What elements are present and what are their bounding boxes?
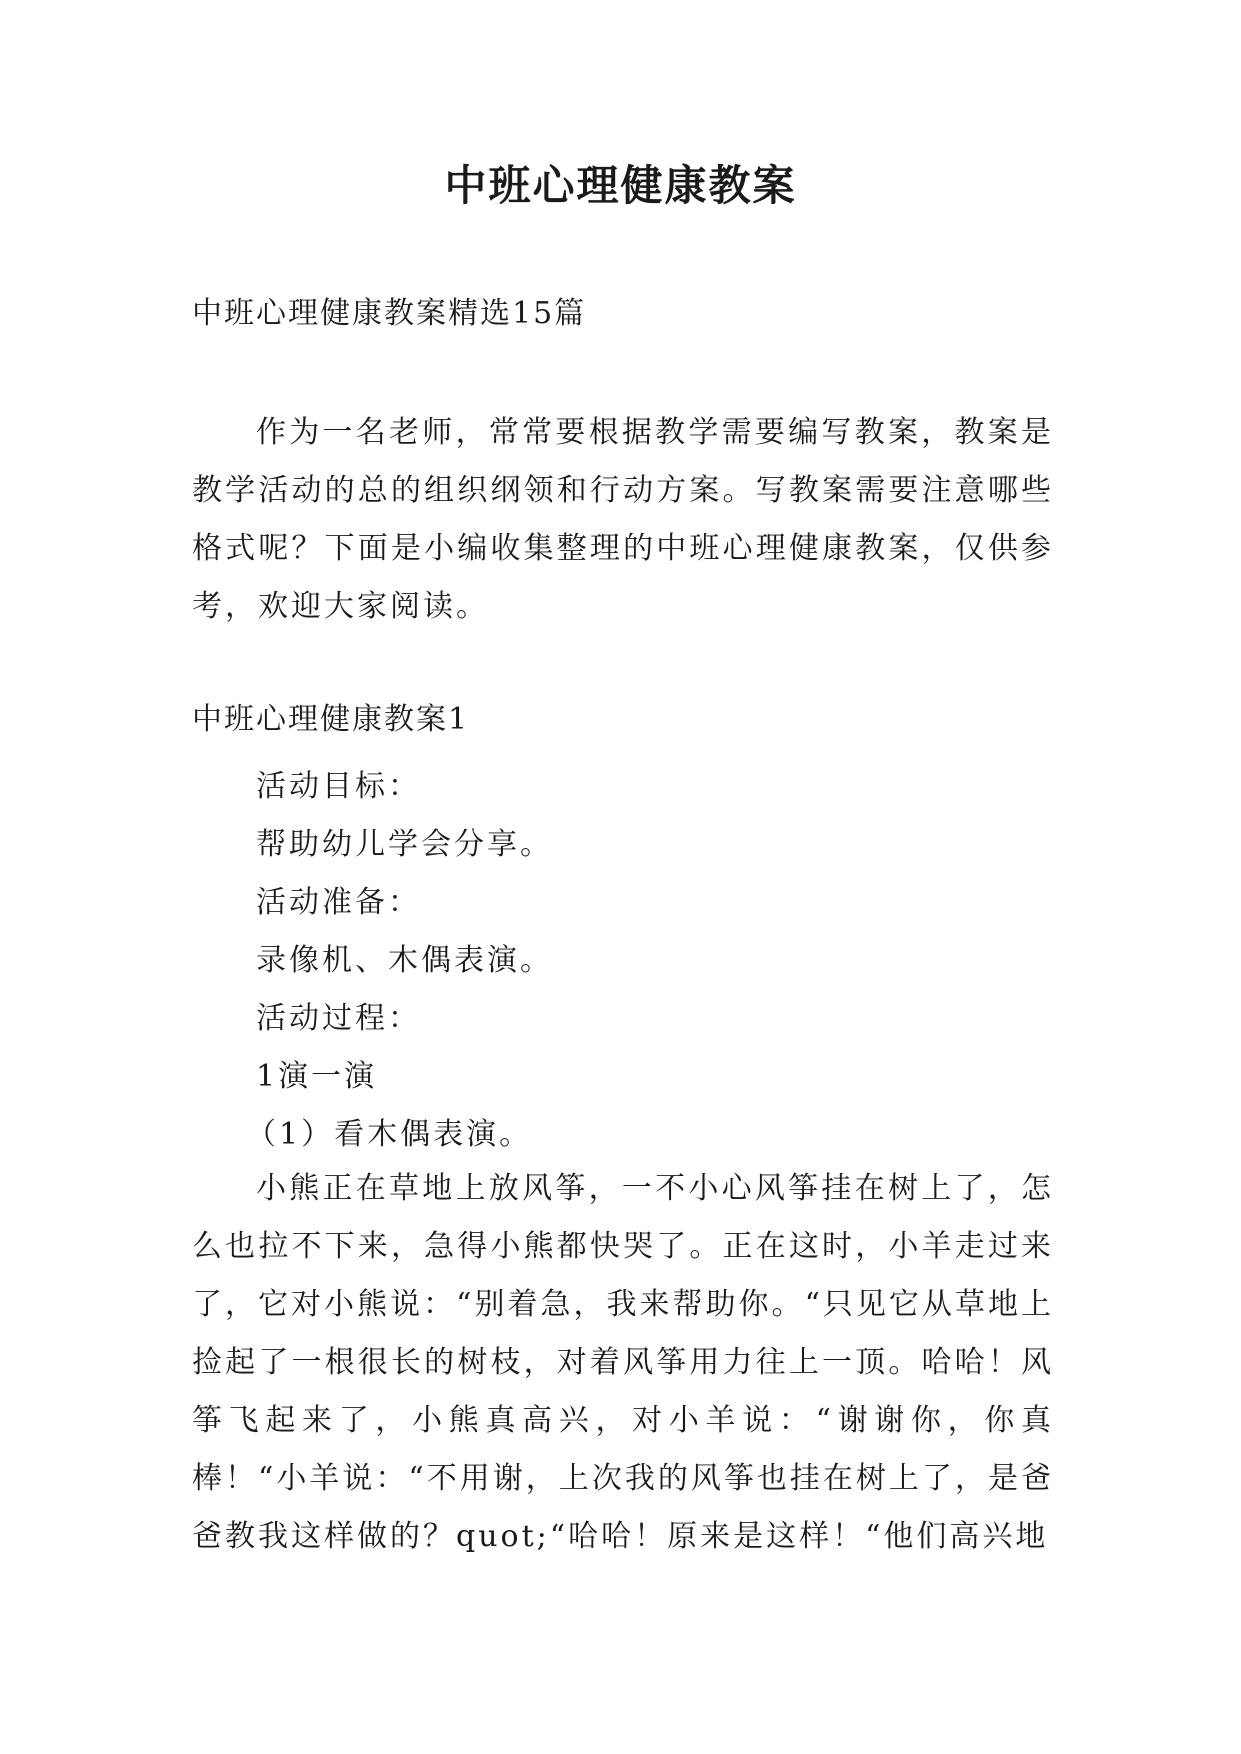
outline-line-process-label: 活动过程： xyxy=(256,1001,421,1036)
section-heading: 中班心理健康教案1 xyxy=(192,702,470,737)
outline-line-goal-label: 活动目标： xyxy=(256,769,421,804)
outline-line-prep: 录像机、木偶表演。 xyxy=(256,943,553,978)
outline-line-prep-label: 活动准备： xyxy=(256,885,421,920)
story-paragraph: 小熊正在草地上放风筝，一不小心风筝挂在树上了，怎么也拉不下来，急得小熊都快哭了。正在这时，小羊走过来了，它对小熊说：“别着急，我来帮助你。“只见它从草地上捡起了一根很长的树枝，对着风筝用力往上一顶。哈哈！风筝飞起来了，小熊真高兴，对小羊说：“谢谢你，你真棒！“小羊说：“不用谢，上次我的风筝也挂在树上了，是爸爸教我这样做的？quot;“哈哈！原来是这样！“他们高兴地 xyxy=(192,1171,1054,1554)
intro-paragraph: 作为一名老师，常常要根据教学需要编写教案，教案是教学活动的总的组织纲领和行动方案。写教案需要注意哪些格式呢？下面是小编收集整理的中班心理健康教案，仅供参考，欢迎大家阅读。 xyxy=(192,415,1054,624)
document-subtitle: 中班心理健康教案精选15篇 xyxy=(192,296,587,331)
outline-line-substep-1: （1）看木偶表演。 xyxy=(246,1117,533,1152)
outline-line-step-1: 1演一演 xyxy=(256,1059,378,1094)
activity-outline xyxy=(246,758,553,1164)
outline-line-goal: 帮助幼儿学会分享。 xyxy=(256,827,553,862)
page-title: 中班心理健康教案 xyxy=(444,161,797,210)
